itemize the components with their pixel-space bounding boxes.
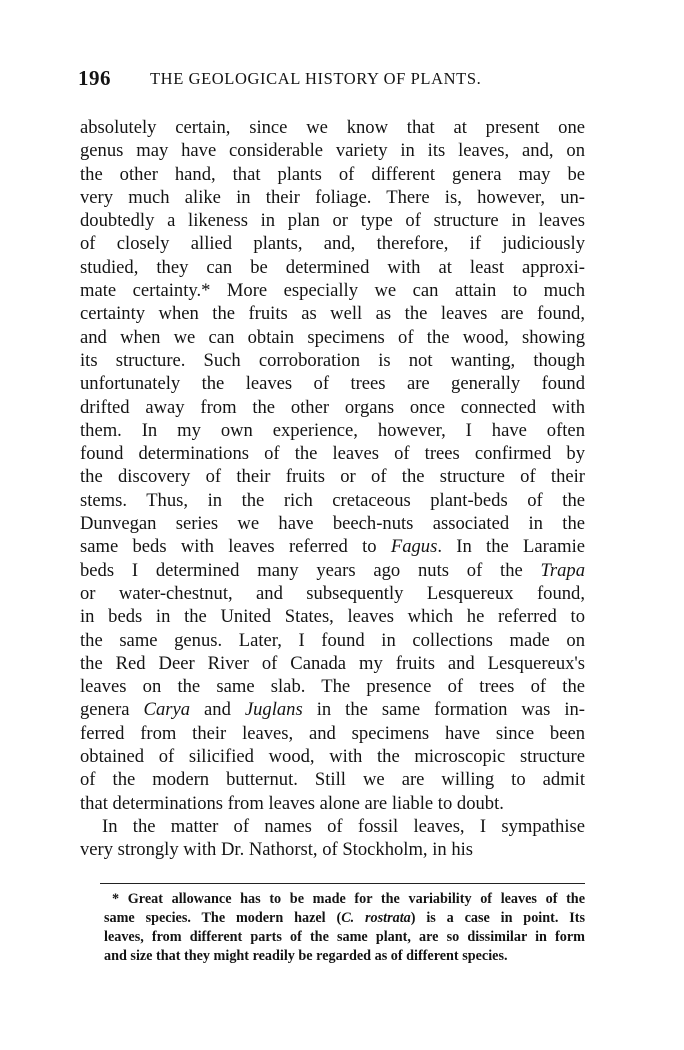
text-run: genus may have considerable variety in its leaves, and, on: [80, 140, 585, 162]
italic-term: Carya: [143, 699, 191, 721]
text-line: [80, 302, 585, 325]
text-run: certainty when the fruits as well as the leaves are found,: [80, 303, 585, 325]
italic-term: Fagus: [390, 536, 438, 558]
text-line: [80, 349, 585, 372]
text-line: [80, 582, 585, 605]
text-run: beds I determined many years ago nuts of the: [80, 559, 541, 581]
text-run: leaves, from different parts of the same plant, are so dissimilar in form: [104, 929, 585, 945]
text-run: the discovery of their fruits or of the structure of their: [80, 466, 585, 488]
footnote-line: [104, 947, 585, 966]
text-run: In the matter of names of fossil leaves, I sympathise: [102, 815, 585, 837]
text-run: doubtedly a likeness in plan or type of structure in leaves: [80, 210, 585, 232]
text-line: [80, 256, 585, 279]
text-line: [80, 279, 585, 302]
text-run: the Red Deer River of Canada my fruits and Lesquereux's: [80, 652, 585, 674]
text-run: ferred from their leaves, and specimens have since been: [80, 722, 585, 744]
text-run: . In the Laramie: [437, 536, 585, 558]
text-run: Dunvegan series we have beech-nuts associated in the: [80, 513, 585, 535]
page-number: 196: [78, 66, 111, 90]
text-line: [80, 139, 585, 162]
body-text: [80, 116, 585, 862]
text-run: studied, they can be determined with at least approxi-: [80, 256, 585, 278]
text-line: [80, 815, 585, 838]
text-run: its structure. Such corroboration is not wanting, though: [80, 349, 585, 371]
text-line: [80, 652, 585, 675]
text-run: found determinations of the leaves of trees confirmed by: [80, 443, 585, 465]
footnote-line: [104, 909, 585, 928]
text-line: [80, 186, 585, 209]
text-line: [80, 745, 585, 768]
running-title: THE GEOLOGICAL HISTORY OF PLANTS.: [150, 69, 482, 88]
text-run: and when we can obtain specimens of the wood, showing: [80, 326, 585, 348]
text-run: stems. Thus, in the rich cretaceous plant-beds of the: [80, 489, 585, 511]
text-run: drifted away from the other organs once connected with: [80, 396, 585, 418]
footnote: [104, 890, 585, 966]
text-line: [80, 396, 585, 419]
text-line: [80, 722, 585, 745]
footnote-line: [104, 890, 585, 909]
text-run: ) is a case in point. Its: [410, 910, 586, 926]
text-run: and: [190, 699, 245, 721]
text-line: [80, 209, 585, 232]
text-line: [80, 559, 585, 582]
text-line: [80, 512, 585, 535]
italic-term: Trapa: [540, 559, 585, 581]
text-run: them. In my own experience, however, I have often: [80, 419, 585, 441]
footnote-rule: [100, 883, 585, 884]
text-run: same species. The modern hazel (: [104, 910, 342, 926]
text-run: in beds in the United States, leaves which he referred to: [80, 606, 585, 628]
running-head: [78, 66, 598, 94]
text-run: leaves on the same slab. The presence of trees of the: [80, 676, 585, 698]
text-run: the other hand, that plants of different genera may be: [80, 163, 585, 185]
text-run: obtained of silicified wood, with the microscopic structure: [80, 746, 585, 768]
text-run: mate certainty.* More especially we can attain to much: [80, 280, 585, 302]
text-line: [80, 768, 585, 791]
text-run: very strongly with Dr. Nathorst, of Stockholm, in his: [80, 839, 474, 861]
text-line: [80, 605, 585, 628]
text-run: * Great allowance has to be made for the variability of leaves of the: [112, 891, 585, 907]
text-run: same beds with leaves referred to: [80, 536, 391, 558]
text-line: [80, 675, 585, 698]
text-line: [80, 372, 585, 395]
text-line: [80, 465, 585, 488]
text-run: genera: [80, 699, 144, 721]
text-line: [80, 326, 585, 349]
text-run: very much alike in their foliage. There is, however, un-: [80, 186, 585, 208]
text-line: [80, 232, 585, 255]
text-run: in the same formation was in-: [302, 699, 585, 721]
text-line: [80, 489, 585, 512]
text-line: [80, 163, 585, 186]
italic-term: C. rostrata: [341, 910, 411, 926]
text-run: of the modern butternut. Still we are willing to admit: [80, 769, 585, 791]
footnote-line: [104, 928, 585, 947]
text-run: the same genus. Later, I found in collections made on: [80, 629, 585, 651]
text-run: of closely allied plants, and, therefore, if judiciously: [80, 233, 585, 255]
text-line: [80, 116, 585, 139]
text-run: and size that they might readily be regarded as of different species.: [104, 948, 508, 964]
text-line: [80, 419, 585, 442]
text-run: unfortunately the leaves of trees are generally found: [80, 373, 585, 395]
text-line: [80, 629, 585, 652]
text-line: [80, 442, 585, 465]
text-line: [80, 838, 585, 861]
italic-term: Juglans: [244, 699, 303, 721]
text-run: that determinations from leaves alone are liable to doubt.: [80, 792, 504, 814]
text-line: [80, 792, 585, 815]
text-run: absolutely certain, since we know that at present one: [80, 117, 585, 138]
text-run: or water-chestnut, and subsequently Lesquereux found,: [80, 582, 585, 604]
text-line: [80, 698, 585, 721]
text-line: [80, 535, 585, 558]
